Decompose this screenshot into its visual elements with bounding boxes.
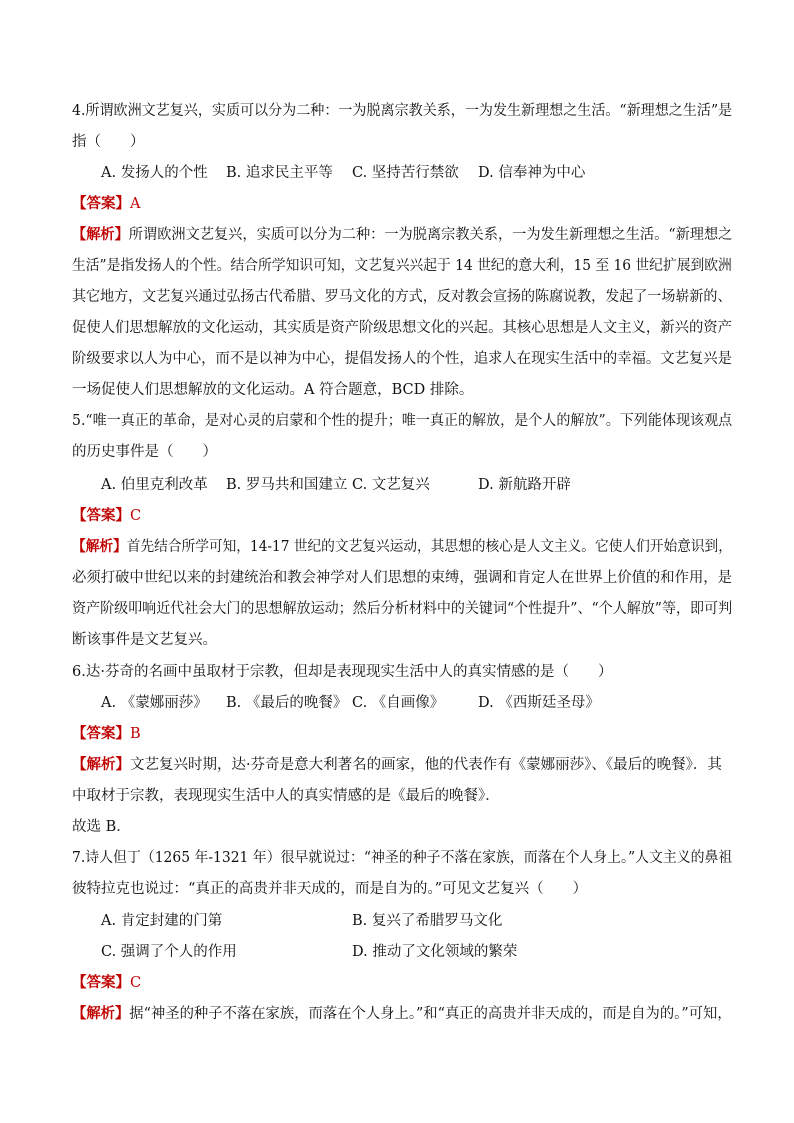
q7-option-d: D. 推动了文化领域的繁荣 <box>352 944 518 960</box>
analysis-tag: 【解析】 <box>72 226 129 243</box>
q4-analysis-line3: 其它地方，文艺复兴通过弘扬古代希腊、罗马文化的方式，反对教会宣扬的陈腐说教，发起了一场崭新的、 <box>72 289 732 305</box>
q6-analysis-line1 <box>72 755 732 775</box>
q6-option-d: D. 《西斯廷圣母》 <box>478 695 600 711</box>
q4-option-d: D. 信奉神为中心 <box>478 165 586 181</box>
q7-option-b: B. 复兴了希腊罗马文化 <box>352 913 503 929</box>
q5-option-b: B. 罗马共和国建立 <box>226 477 348 493</box>
answer-tag: 【答案】 <box>72 195 130 212</box>
analysis-tag: 【解析】 <box>72 756 130 773</box>
q5-analysis-line2: 必须打破中世纪以来的封建统治和教会神学对人们思想的束缚，强调和肯定人在世界上价值的和作用，是 <box>72 570 732 586</box>
answer-tag: 【答案】 <box>72 974 130 991</box>
analysis-text: 首先结合所学可知，14-17 世纪的文艺复兴运动，其思想的核心是人文主义。它使人们开始意识到， <box>126 539 732 555</box>
q4-analysis-line6: 一场促使人们思想解放的文化运动。A 符合题意，BCD 排除。 <box>72 382 474 398</box>
analysis-text: 据“神圣的种子不落在家族，而落在个人身上。”和“真正的高贵并非天成的，而是自为的。”可知， <box>129 1006 732 1022</box>
answer-value: C <box>130 975 142 991</box>
q5-option-c: C. 文艺复兴 <box>352 477 430 493</box>
q6-option-a: A. 《蒙娜丽莎》 <box>101 695 208 711</box>
q6-stem-line1: 6.达·芬奇的名画中虽取材于宗教，但却是表现现实生活中人的真实情感的是（ ） <box>72 664 613 680</box>
q4-analysis-line4: 促使人们思想解放的文化运动，其实质是资产阶级思想文化的兴起。其核心思想是人文主义，新兴的资产 <box>72 320 732 336</box>
analysis-tag: 【解析】 <box>72 538 127 555</box>
q6-analysis-line2: 中取材于宗教，表现现实生活中人的真实情感的是《最后的晚餐》． <box>72 788 500 804</box>
q7-option-a: A. 肯定封建的门第 <box>101 913 223 929</box>
q5-stem-line2: 的历史事件是（ ） <box>72 444 217 460</box>
analysis-text: 文艺复兴时期，达·芬奇是意大利著名的画家，他的代表作有《蒙娜丽莎》、《最后的晚餐》．其 <box>130 757 722 773</box>
q6-option-c: C. 《自画像》 <box>352 695 445 711</box>
q6-analysis-line3: 故选 B． <box>72 819 131 835</box>
q4-analysis-line2: 生活”是指发扬人的个性。结合所学知识可知，文艺复兴兴起于 14 世纪的意大利，15 至 16 世纪扩展到欧洲 <box>72 258 732 274</box>
q4-answer <box>72 194 732 214</box>
q5-analysis-line3: 资产阶级叩响近代社会大门的思想解放运动；然后分析材料中的关键词“个性提升”、“个人解放”等，即可判 <box>72 601 733 617</box>
q4-analysis-line5: 阶级要求以人为中心，而不是以神为中心，提倡发扬人的个性，追求人在现实生活中的幸福。文艺复兴是 <box>72 351 732 367</box>
q7-stem-line2: 彼特拉克也说过：“真正的高贵并非天成的，而是自为的。”可见文艺复兴（ ） <box>72 881 588 897</box>
q5-answer <box>72 506 732 526</box>
q7-answer <box>72 973 732 993</box>
q7-analysis-line1 <box>72 1004 732 1024</box>
answer-value: B <box>130 726 141 742</box>
q7-option-c: C. 强调了个人的作用 <box>101 944 237 960</box>
q6-answer <box>72 724 732 744</box>
q5-option-d: D. 新航路开辟 <box>478 477 571 493</box>
analysis-text: 所谓欧洲文艺复兴，实质可以分为二种：一为脱离宗教关系，一为发生新理想之生活。“新理想之 <box>128 227 733 243</box>
q6-option-b: B. 《最后的晚餐》 <box>226 695 348 711</box>
q4-analysis-line1 <box>72 225 733 245</box>
answer-value: C <box>130 508 142 524</box>
answer-value: A <box>130 196 141 212</box>
q5-option-a: A. 伯里克利改革 <box>101 477 208 493</box>
analysis-tag: 【解析】 <box>72 1005 130 1022</box>
q5-stem-line1: 5.“唯一真正的革命，是对心灵的启蒙和个性的提升；唯一真正的解放，是个人的解放”。下列能体现该观点 <box>72 413 733 429</box>
answer-tag: 【答案】 <box>72 507 130 524</box>
q4-option-a: A. 发扬人的个性 <box>101 165 208 181</box>
q4-stem-line2: 指（ ） <box>72 134 145 150</box>
q4-option-b: B. 追求民主平等 <box>226 165 333 181</box>
q5-analysis-line4: 断该事件是文艺复兴。 <box>72 632 217 648</box>
q7-stem-line1: 7.诗人但丁（1265 年-1321 年）很早就说过：“神圣的种子不落在家族，而落在个人身上。”人文主义的鼻祖 <box>72 850 733 866</box>
q4-stem-line1: 4.所谓欧洲文艺复兴，实质可以分为二种：一为脱离宗教关系，一为发生新理想之生活。“新理想之生活”是 <box>72 103 733 119</box>
q4-option-c: C. 坚持苦行禁欲 <box>352 165 459 181</box>
answer-tag: 【答案】 <box>72 725 130 742</box>
q5-analysis-line1 <box>72 537 732 557</box>
